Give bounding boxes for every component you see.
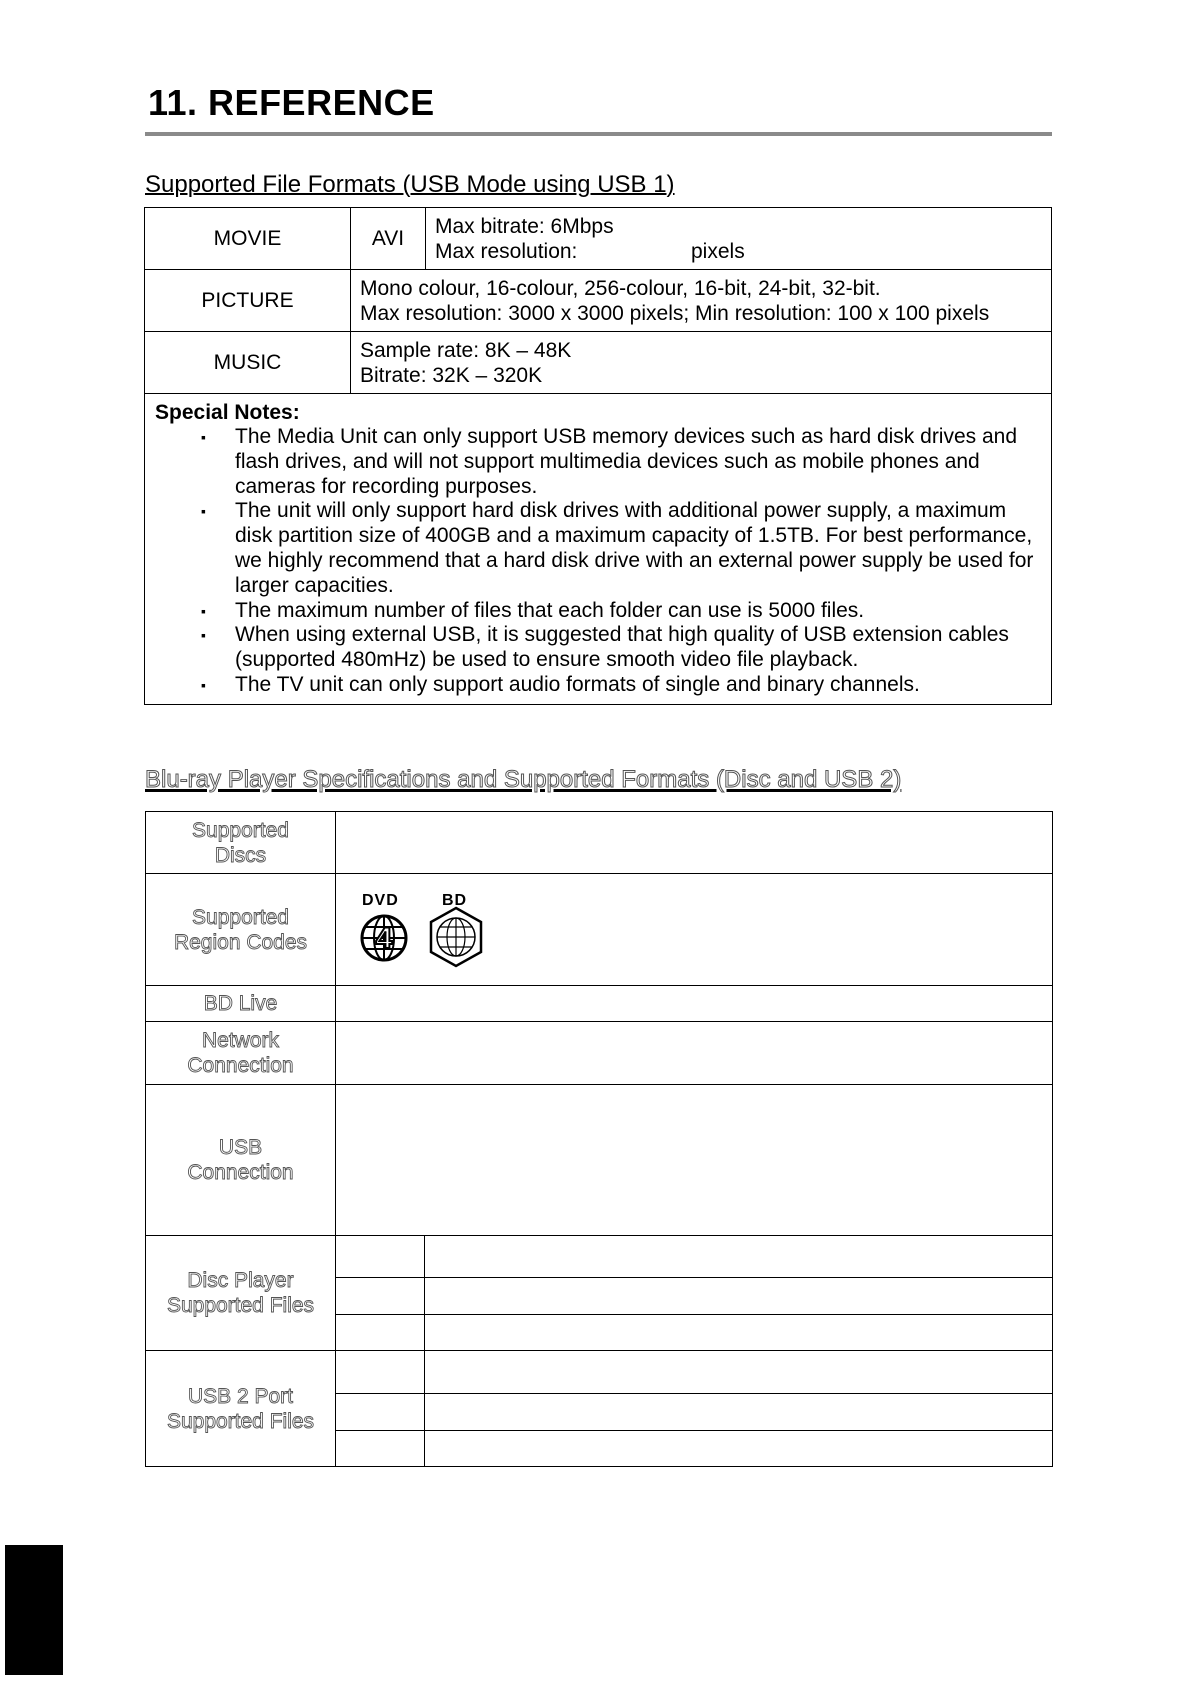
region-row [146,874,1053,986]
note-item [201,425,1041,499]
bluray-section-title: Blu-ray Player Specifications and Supported Formats (Disc and USB 2) [145,766,902,793]
bullet-icon: ▪ [201,503,206,520]
format-cell [336,1394,425,1431]
bullet-icon: ▪ [201,429,206,445]
note-text: The maximum number of files that each folder can use is 5000 files. [235,598,865,622]
picture-row [145,270,1052,332]
special-notes-list [155,425,1041,698]
bd-live-label: BD Live [146,986,336,1022]
bullet-icon: ▪ [201,627,206,644]
movie-label: MOVIE [145,208,351,270]
bullet-icon: ▪ [201,676,206,693]
supported-discs-label: Supported Discs [146,812,336,874]
dvd-region-4-icon [358,912,410,964]
disc-files-row [146,1236,1053,1278]
usb1-formats-table [144,207,1052,705]
notes-row [145,394,1052,705]
region-number: 4 [375,922,393,955]
bullet-icon: ▪ [201,602,206,619]
details-cell [425,1236,1053,1278]
picture-label: PICTURE [145,270,351,332]
movie-specs [426,208,1052,270]
note-item [201,598,1041,624]
note-text: When using external USB, it is suggested that high quality of USB extension cables (supported 480mHz) be used to ensure smooth video file playback. [235,623,1009,672]
movie-bitrate: Max bitrate: 6Mbps [435,214,614,238]
details-cell [425,1315,1053,1351]
usb-row [146,1085,1053,1236]
usb1-section-title: Supported File Formats (USB Mode using USB 1) [145,171,675,198]
network-connection-label: Network Connection [146,1022,336,1085]
discs-row [146,812,1053,874]
note-text: The unit will only support hard disk drives with additional power supply, a maximum disk partition size of 400GB and a maximum capacity of 1.5TB. For best performance, we highly recommend that a hard disk drive with an external power supply be used for larger capacities. [235,499,1034,597]
usb-connection-value [336,1085,1053,1236]
region-codes-value [336,874,1053,986]
music-label: MUSIC [145,332,351,394]
supported-discs-value [336,812,1053,874]
usb-connection-label: USB Connection [146,1085,336,1236]
special-notes-heading: Special Notes: [155,401,300,424]
details-cell [425,1431,1053,1467]
network-row [146,1022,1053,1085]
movie-resolution [435,239,1051,264]
bdlive-row [146,986,1053,1022]
note-item [201,499,1041,598]
movie-resolution-label: Max resolution: [435,239,578,263]
bd-live-value [336,986,1053,1022]
region-codes-label: Supported Region Codes [146,874,336,986]
bluray-specs-table [145,811,1053,1467]
network-connection-value [336,1022,1053,1085]
movie-resolution-unit: pixels [691,239,745,263]
music-row [145,332,1052,394]
format-cell [336,1278,425,1315]
title-divider [145,132,1052,136]
note-text: The Media Unit can only support USB memory devices such as hard disk drives and flash drives, and will not support multimedia devices such as mobile phones and cameras for recording purposes. [235,425,1018,498]
usb2-files-row [146,1351,1053,1394]
music-sample-rate: Sample rate: 8K – 48K [360,338,572,362]
usb2-port-files-label: USB 2 Port Supported Files [146,1351,336,1467]
format-cell [336,1431,425,1467]
details-cell [425,1394,1053,1431]
disc-player-files-label: Disc Player Supported Files [146,1236,336,1351]
picture-resolution: Max resolution: 3000 x 3000 pixels; Min resolution: 100 x 100 pixels [360,301,990,325]
format-cell [336,1315,425,1351]
bd-region-free-icon [428,906,484,968]
music-bitrate: Bitrate: 32K – 320K [360,363,543,387]
details-cell [425,1351,1053,1394]
page-title: 11. REFERENCE [148,82,435,123]
music-specs [351,332,1052,394]
movie-row [145,208,1052,270]
note-text: The TV unit can only support audio formats of single and binary channels. [235,672,920,696]
page-edge-tab [5,1545,63,1675]
picture-specs [351,270,1052,332]
note-item [201,672,1041,698]
picture-colours: Mono colour, 16-colour, 256-colour, 16-bit, 24-bit, 32-bit. [360,276,881,300]
format-cell [336,1236,425,1278]
special-notes [145,394,1052,705]
details-cell [425,1278,1053,1315]
note-item [201,623,1041,673]
dvd-label: DVD [362,892,399,909]
format-cell [336,1351,425,1394]
movie-format: AVI [351,208,426,270]
bd-label: BD [442,892,468,909]
